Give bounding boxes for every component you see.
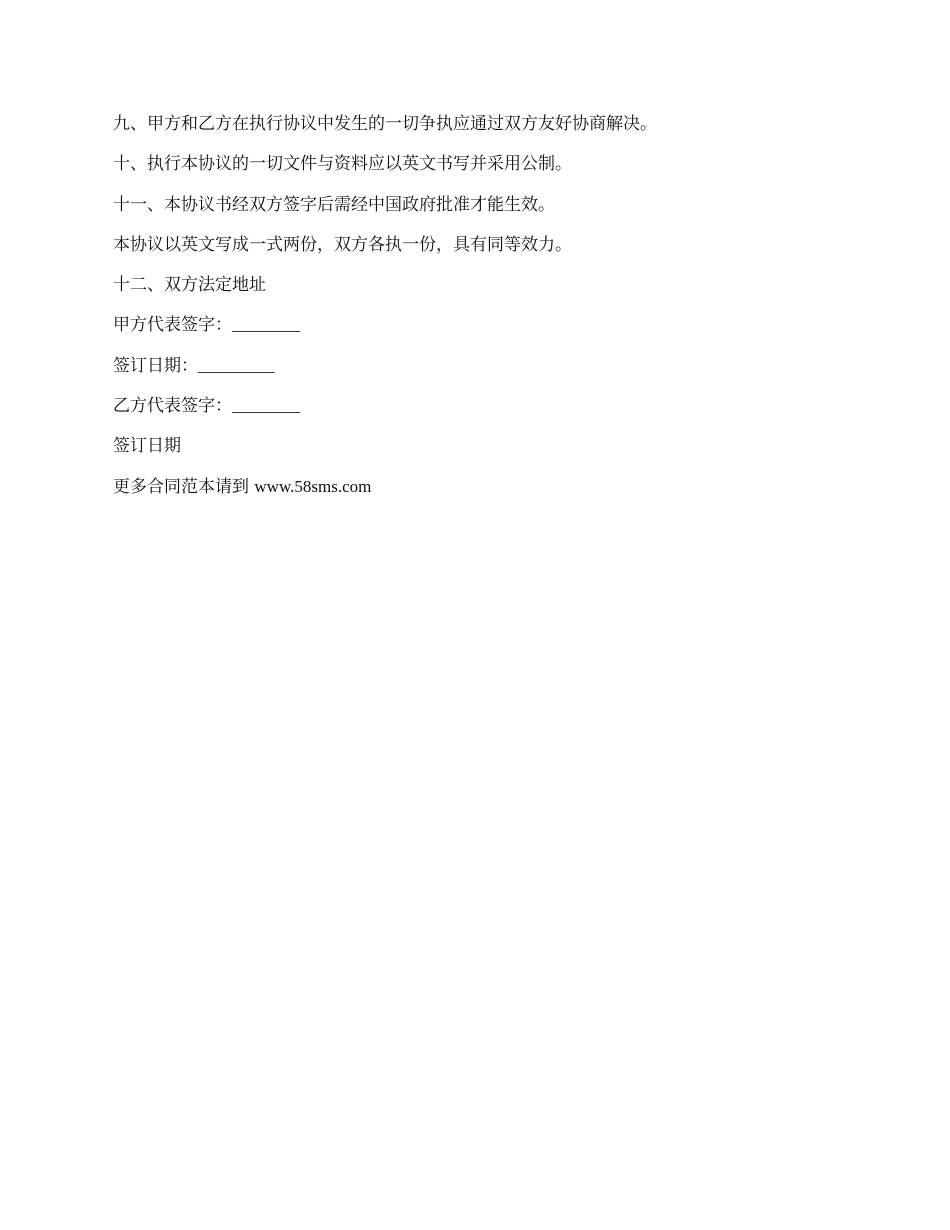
party-b-signature-line xyxy=(113,394,843,418)
signing-date-2: 签订日期 xyxy=(113,436,181,457)
footer-promo xyxy=(113,475,843,499)
footer-text: 更多合同范本请到 xyxy=(113,476,255,497)
clause-nine: 九、甲方和乙方在执行协议中发生的一切争执应通过双方友好协商解决。 xyxy=(113,114,657,134)
signing-date-label: 签订日期： xyxy=(113,355,198,376)
party-b-signature-label: 乙方代表签字： xyxy=(113,396,232,417)
copies-statement: 本协议以英文写成一式两份，双方各执一份，具有同等效力。 xyxy=(113,234,572,255)
document-body xyxy=(113,112,843,515)
clause-eleven: 十一、本协议书经双方签字后需经中国政府批准才能生效。 xyxy=(113,194,555,215)
party-b-signature-blank: ________ xyxy=(232,396,300,416)
clause-ten: 十、执行本协议的一切文件与资料应以英文书写并采用公制。 xyxy=(113,154,572,175)
party-a-signature-label: 甲方代表签字： xyxy=(113,315,232,336)
party-a-signature-blank: ________ xyxy=(232,315,300,335)
signing-date-blank: _________ xyxy=(198,355,275,375)
footer-site-link[interactable]: www.58sms.com xyxy=(254,476,372,496)
clause-twelve: 十二、双方法定地址 xyxy=(113,275,266,296)
party-a-signature-line xyxy=(113,313,843,337)
signing-date-line xyxy=(113,354,843,378)
